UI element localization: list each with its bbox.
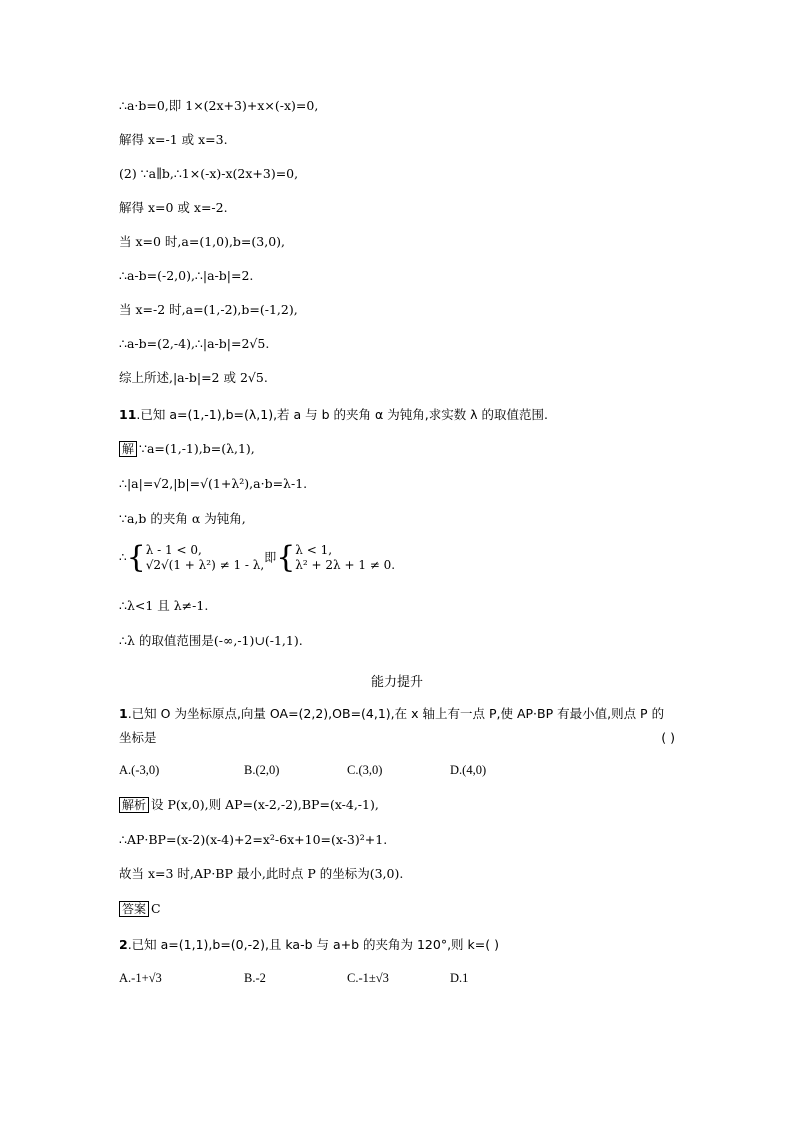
answer-tag: 答案 <box>119 901 149 917</box>
solution-line: 解得 x=0 或 x=-2. <box>119 200 228 215</box>
answer-line <box>119 901 161 917</box>
therefore-symbol: ∴ <box>119 550 127 565</box>
problem-1-line2 <box>119 730 675 746</box>
question-text: .已知 O 为坐标原点,向量 OA=(2,2),OB=(4,1),在 x 轴上有一点 P,使 AP·BP 有最小值,则点 P 的 <box>127 706 665 721</box>
solution-line: ∴a-b=(-2,0),∴|a-b|=2. <box>119 268 254 283</box>
solution-line: ∴a·b=0,即 1×(2x+3)+x×(-x)=0, <box>119 98 319 113</box>
question-text: 坐标是 <box>119 730 157 745</box>
solution-line <box>119 797 379 813</box>
solution-text: 设 P(x,0),则 AP=(x-2,-2),BP=(x-4,-1), <box>151 797 379 812</box>
solution-line: 解得 x=-1 或 x=3. <box>119 132 228 147</box>
solution-line: 综上所述,|a-b|=2 或 2√5. <box>119 370 268 385</box>
question-text: .已知 a=(1,-1),b=(λ,1),若 a 与 b 的夹角 α 为钝角,求实数 λ 的取值范围. <box>136 407 549 422</box>
left-brace: { <box>126 540 146 575</box>
solution-line: 故当 x=3 时,AP·BP 最小,此时点 P 的坐标为(3,0). <box>119 866 404 881</box>
choice-b: B.(2,0) <box>244 763 280 777</box>
solution-line <box>119 441 255 457</box>
solution-line: ∴|a|=√2,|b|=√(1+λ²),a·b=λ-1. <box>119 476 308 491</box>
solution-line: 当 x=0 时,a=(1,0),b=(3,0), <box>119 234 286 249</box>
solution-line: ∴λ<1 且 λ≠-1. <box>119 598 209 613</box>
solution-line: (2) ∵a∥b,∴1×(-x)-x(2x+3)=0, <box>119 166 299 181</box>
question-number: 1 <box>119 706 128 721</box>
condition: λ - 1 < 0, <box>145 543 202 557</box>
analysis-tag: 解析 <box>119 797 149 813</box>
solution-tag: 解 <box>119 441 137 457</box>
solution-line: ∴AP·BP=(x-2)(x-4)+2=x²-6x+10=(x-3)²+1. <box>119 832 388 847</box>
condition: √2√(1 + λ²) ≠ 1 - λ, <box>145 558 265 572</box>
solution-line: ∵a,b 的夹角 α 为钝角, <box>119 511 246 526</box>
choice-b: B.-2 <box>244 971 266 985</box>
solution-line: ∴λ 的取值范围是(-∞,-1)∪(-1,1). <box>119 633 303 648</box>
choice-d: D.(4,0) <box>450 763 487 777</box>
condition-stack-2 <box>295 543 395 573</box>
condition: λ² + 2λ + 1 ≠ 0. <box>295 558 396 572</box>
section-title: 能力提升 <box>370 675 423 690</box>
condition-stack-1 <box>146 543 264 573</box>
choice-c: C.-1±√3 <box>347 971 389 985</box>
choice-a: A.(-3,0) <box>119 763 160 777</box>
question-11 <box>119 407 548 423</box>
solution-line: 当 x=-2 时,a=(1,-2),b=(-1,2), <box>119 302 298 317</box>
question-text: .已知 a=(1,1),b=(0,-2),且 ka-b 与 a+b 的夹角为 120°,则 k=( ) <box>127 937 499 952</box>
solution-line: ∴a-b=(2,-4),∴|a-b|=2√5. <box>119 336 270 351</box>
connector-text: 即 <box>264 550 277 565</box>
condition: λ < 1, <box>295 543 333 557</box>
choice-d: D.1 <box>450 971 469 985</box>
problem-1 <box>119 706 664 722</box>
answer-value: C <box>151 901 161 916</box>
question-number: 11 <box>119 407 137 422</box>
left-brace: { <box>276 540 296 575</box>
choice-c: C.(3,0) <box>347 763 383 777</box>
system-of-conditions <box>119 540 396 575</box>
problem-2 <box>119 937 499 953</box>
question-number: 2 <box>119 937 128 952</box>
answer-paren: ( ) <box>661 730 675 745</box>
solution-text: ∵a=(1,-1),b=(λ,1), <box>139 441 255 456</box>
choice-a: A.-1+√3 <box>119 971 162 985</box>
